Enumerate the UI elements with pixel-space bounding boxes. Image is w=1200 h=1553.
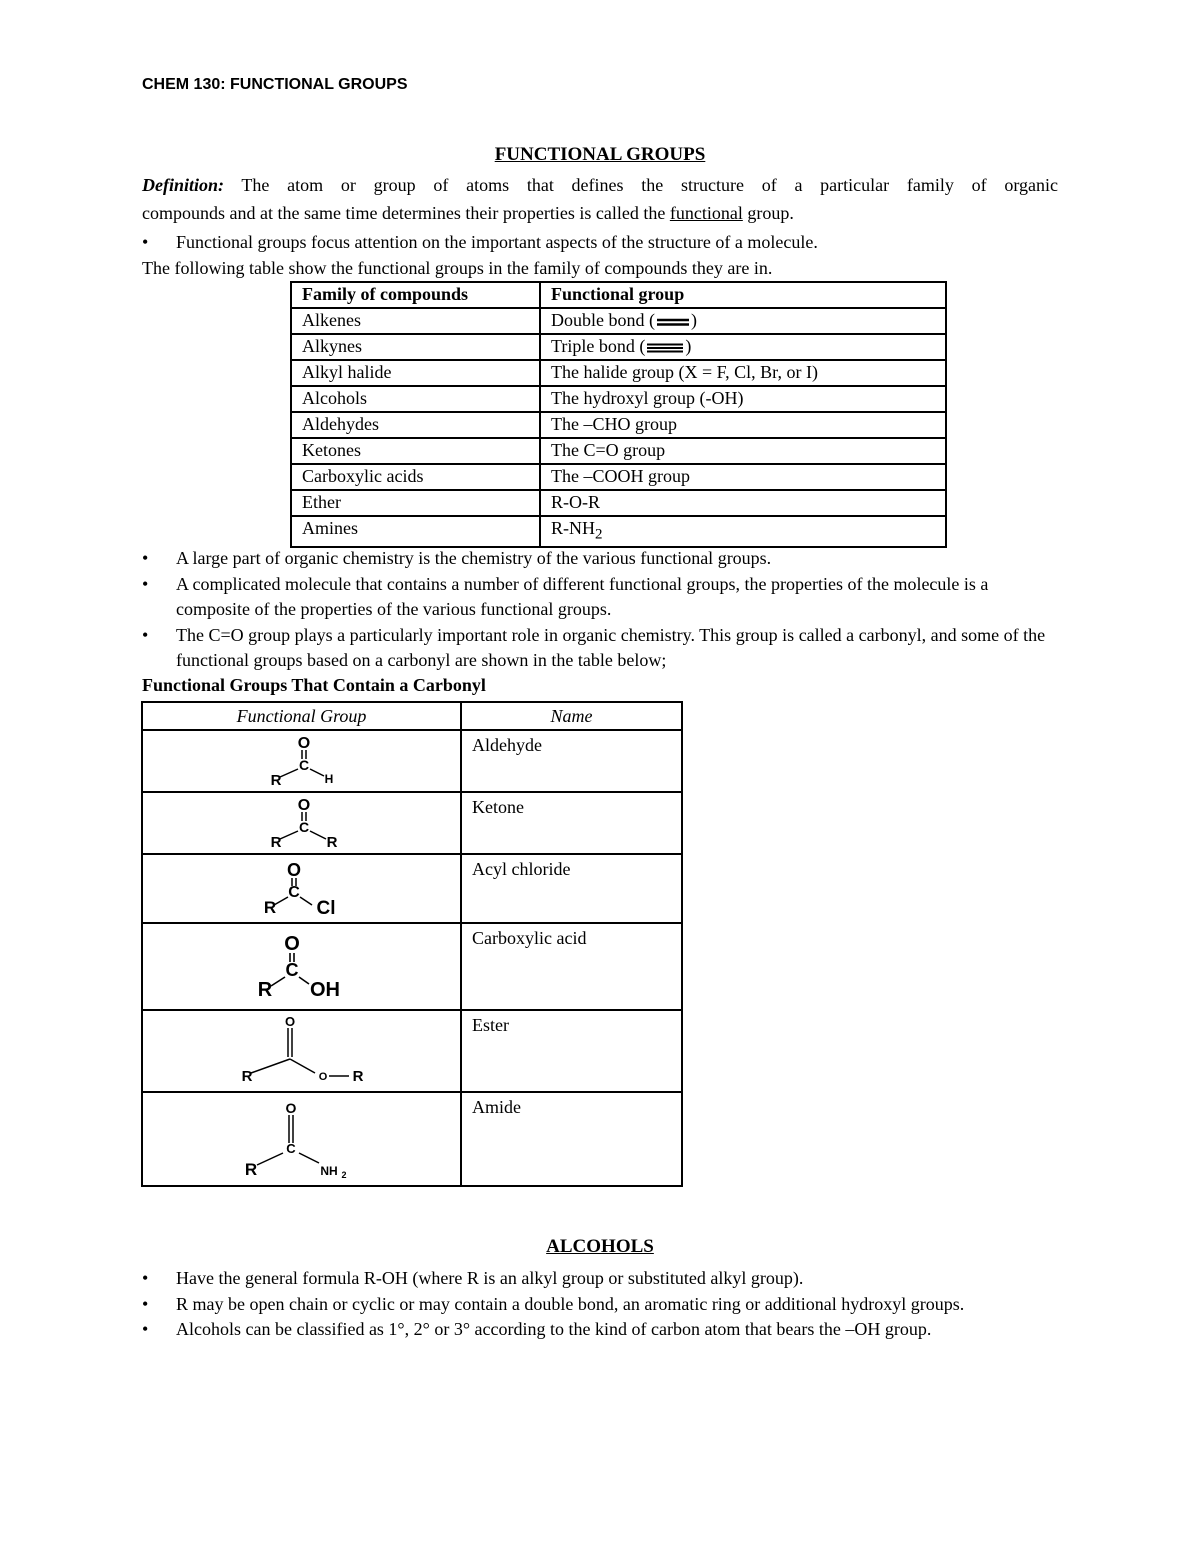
table-row [291, 516, 946, 547]
table-row [291, 386, 946, 412]
svg-text:OH: OH [309, 979, 340, 1001]
table-header-cell: Functional group [540, 282, 946, 308]
table-cell: R-O-R [540, 490, 946, 516]
svg-text:C: C [285, 960, 298, 980]
amide-structure [227, 1093, 377, 1181]
double-bond-icon [655, 315, 691, 329]
table-cell: Double bond ( ) [540, 308, 946, 334]
table-cell: Acyl chloride [461, 854, 682, 923]
bullet-item: • A complicated molecule that contains a number of different functional groups, the properties of the molecule is a composite of the properties of the various functional groups. [142, 572, 1058, 623]
table-cell: Ketone [461, 792, 682, 854]
definition-label: Definition: [142, 175, 225, 195]
table-cell: Aldehyde [461, 730, 682, 792]
svg-text:R: R [270, 834, 281, 851]
definition-underlined-word: functional [669, 203, 743, 223]
table-cell: Carboxylic acids [291, 464, 540, 490]
table-row [291, 360, 946, 386]
structure-cell [142, 854, 461, 923]
table-cell: Aldehydes [291, 412, 540, 438]
table-cell: Alcohols [291, 386, 540, 412]
triple-bond-icon [645, 341, 685, 355]
svg-text:O: O [297, 797, 310, 814]
table-cell: Carboxylic acid [461, 923, 682, 1010]
svg-text:C: C [287, 884, 300, 901]
svg-text:R: R [352, 1068, 363, 1085]
bullet-list-1 [142, 230, 1058, 256]
carbonyl-table [141, 701, 683, 1187]
section-title: FUNCTIONAL GROUPS [494, 144, 706, 165]
alcohols-title: ALCOHOLS [546, 1236, 654, 1257]
carboxylic-acid-structure [237, 924, 367, 1006]
aldehyde-structure [242, 731, 362, 789]
structure-cell [142, 1010, 461, 1092]
table-header-cell: Family of compounds [291, 282, 540, 308]
table-row [142, 792, 682, 854]
table-cell: $R-NH_2$ [540, 516, 946, 547]
table-row [142, 923, 682, 1010]
svg-text:O: O [297, 735, 310, 752]
table-row [291, 334, 946, 360]
svg-text:O: O [286, 860, 301, 880]
svg-text:O: O [283, 933, 300, 955]
bullet-item: • Functional groups focus attention on the important aspects of the structure of a molecule. [142, 230, 1058, 256]
table-intro: The following table show the functional groups in the family of compounds they are in. [142, 258, 773, 278]
svg-text:C: C [298, 819, 309, 835]
document-header: CHEM 130: FUNCTIONAL GROUPS [142, 76, 408, 93]
table-cell: The –COOH group [540, 464, 946, 490]
svg-text:C: C [298, 757, 309, 773]
table-row [291, 308, 946, 334]
svg-text:R: R [244, 1160, 257, 1179]
table-cell: Amines [291, 516, 540, 547]
table-cell: Triple bond ( ) [540, 334, 946, 360]
table-header-row [291, 282, 946, 308]
structure-cell [142, 923, 461, 1010]
table-cell: Alkynes [291, 334, 540, 360]
bullet-item: • Alcohols can be classified as 1°, 2° or 3° according to the kind of carbon atom that bears the –OH group. [142, 1317, 1058, 1343]
table-cell: Alkyl halide [291, 360, 540, 386]
ester-structure [227, 1011, 377, 1087]
svg-text:O: O [284, 1014, 295, 1029]
svg-text:R: R [270, 772, 281, 789]
svg-text:C: C [285, 1141, 296, 1156]
table-cell: Ether [291, 490, 540, 516]
definition-line2: compounds and at the same time determines their properties is called the functional group. [142, 203, 794, 223]
bullet-item: • The C=O group plays a particularly important role in organic chemistry. This group is called a carbonyl, and some of the functional groups based on a carbonyl are shown in the table below; [142, 623, 1058, 674]
table-cell: Alkenes [291, 308, 540, 334]
bullet-list-2 [142, 546, 1058, 674]
svg-text:R: R [241, 1068, 252, 1085]
table-header-cell: Functional Group [142, 702, 461, 730]
table-cell: The halide group (X = F, Cl, Br, or I) [540, 360, 946, 386]
structure-cell [142, 1092, 461, 1186]
svg-text:O: O [318, 1071, 327, 1083]
table-header-cell: Name [461, 702, 682, 730]
definition-line1 [142, 171, 1058, 199]
table-row [291, 438, 946, 464]
table-cell: The C=O group [540, 438, 946, 464]
table-row [291, 464, 946, 490]
table-row [142, 1010, 682, 1092]
svg-text:R: R [263, 898, 276, 917]
definition-text: The atom or group of atoms that defines the structure of a particular family of organic [224, 175, 1058, 195]
table-row [291, 412, 946, 438]
bullet-item: • A large part of organic chemistry is the chemistry of the various functional groups. [142, 546, 1058, 572]
bullet-item: • R may be open chain or cyclic or may contain a double bond, an aromatic ring or additional hydroxyl groups. [142, 1292, 1058, 1318]
functional-groups-table [290, 281, 947, 548]
table-row [291, 490, 946, 516]
table-cell: Ketones [291, 438, 540, 464]
table-cell: Ester [461, 1010, 682, 1092]
alcohols-bullet-list [142, 1266, 1058, 1343]
svg-text:R: R [257, 979, 272, 1001]
table-row [142, 854, 682, 923]
svg-text:NH: NH [319, 1164, 338, 1178]
carbonyl-table-caption: Functional Groups That Contain a Carbonyl [142, 675, 486, 695]
table-cell: The hydroxyl group (-OH) [540, 386, 946, 412]
table-cell: Amide [461, 1092, 682, 1186]
ketone-structure [242, 793, 362, 851]
bullet-item: • Have the general formula R-OH (where R is an alkyl group or substituted alkyl group). [142, 1266, 1058, 1292]
structure-cell [142, 730, 461, 792]
svg-text:R: R [326, 834, 337, 851]
svg-text:O: O [285, 1100, 296, 1116]
svg-text:H: H [324, 772, 333, 786]
structure-cell [142, 792, 461, 854]
svg-text:Cl: Cl [316, 898, 335, 919]
table-row [142, 1092, 682, 1186]
acyl-chloride-structure [242, 855, 362, 919]
table-cell: The –CHO group [540, 412, 946, 438]
svg-text:2: 2 [340, 1170, 347, 1180]
table-header-row [142, 702, 682, 730]
table-row [142, 730, 682, 792]
